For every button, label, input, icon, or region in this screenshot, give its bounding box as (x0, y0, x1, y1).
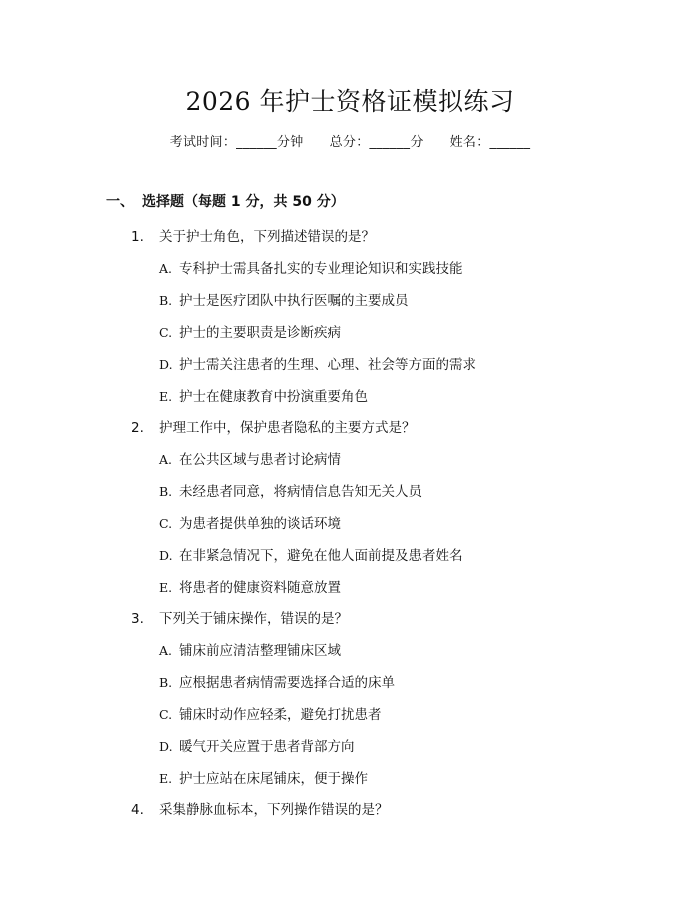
option-3a (159, 639, 341, 659)
option-3e (159, 767, 368, 787)
option-text: 应根据患者病情需要选择合适的床单 (179, 675, 395, 691)
score-label: 总分： (329, 135, 370, 150)
option-text: 将患者的健康资料随意放置 (179, 580, 341, 596)
question-number: 4. (131, 802, 144, 818)
option-2e (159, 576, 341, 596)
question-number: 3. (131, 611, 144, 627)
option-2b (159, 480, 422, 500)
option-letter: C. (159, 325, 173, 340)
option-1c (159, 321, 341, 341)
option-letter: B. (159, 675, 173, 690)
name-label: 姓名： (449, 135, 490, 150)
exam-meta (0, 131, 700, 150)
option-letter: C. (159, 707, 173, 722)
option-letter: A. (159, 452, 173, 467)
option-text: 护士是医疗团队中执行医嘱的主要成员 (179, 293, 409, 309)
question-2 (131, 416, 416, 436)
option-letter: B. (159, 484, 173, 499)
page-title: 2026 年护士资格证模拟练习 (185, 87, 515, 116)
option-1d (159, 353, 476, 373)
option-2d (159, 544, 463, 564)
option-1b (159, 289, 409, 309)
option-3b (159, 671, 395, 691)
option-letter: D. (159, 548, 173, 563)
option-text: 铺床时动作应轻柔，避免打扰患者 (179, 707, 382, 723)
option-2a (159, 448, 341, 468)
name-blank: ______ (489, 135, 531, 150)
question-4 (131, 798, 389, 818)
option-letter: A. (159, 643, 173, 658)
option-letter: E. (159, 771, 173, 786)
question-number: 2. (131, 420, 144, 436)
option-text: 未经患者同意，将病情信息告知无关人员 (179, 484, 422, 500)
option-letter: A. (159, 261, 173, 276)
option-text: 专科护士需具备扎实的专业理论知识和实践技能 (179, 261, 463, 277)
option-letter: C. (159, 516, 173, 531)
option-3d (159, 735, 355, 755)
section-title: 选择题（每题 1 分，共 50 分） (142, 194, 345, 210)
option-letter: B. (159, 293, 173, 308)
question-text: 护理工作中，保护患者隐私的主要方式是？ (159, 420, 416, 436)
section-number: 一、 (106, 194, 134, 210)
time-label: 考试时间： (169, 135, 237, 150)
option-text: 护士的主要职责是诊断疾病 (179, 325, 341, 341)
option-1e (159, 385, 368, 405)
option-letter: E. (159, 389, 173, 404)
question-text: 下列关于铺床操作，错误的是？ (159, 611, 348, 627)
question-1 (131, 225, 375, 245)
option-3c (159, 703, 382, 723)
option-text: 护士应站在床尾铺床，便于操作 (179, 771, 368, 787)
option-letter: D. (159, 357, 173, 372)
option-text: 为患者提供单独的谈话环境 (179, 516, 341, 532)
question-3 (131, 607, 348, 627)
score-unit: 分 (410, 135, 424, 150)
question-text: 采集静脉血标本，下列操作错误的是？ (159, 802, 389, 818)
question-number: 1. (131, 229, 144, 245)
option-1a (159, 257, 463, 277)
score-blank: ______ (369, 135, 411, 150)
question-text: 关于护士角色，下列描述错误的是？ (159, 229, 375, 245)
option-text: 护士需关注患者的生理、心理、社会等方面的需求 (179, 357, 476, 373)
option-text: 在公共区域与患者讨论病情 (179, 452, 341, 468)
option-2c (159, 512, 341, 532)
option-letter: D. (159, 739, 173, 754)
option-text: 暖气开关应置于患者背部方向 (179, 739, 355, 755)
option-text: 护士在健康教育中扮演重要角色 (179, 389, 368, 405)
option-text: 在非紧急情况下，避免在他人面前提及患者姓名 (179, 548, 463, 564)
option-text: 铺床前应清洁整理铺床区域 (179, 643, 341, 659)
section-heading (106, 191, 345, 211)
time-unit: 分钟 (276, 135, 304, 150)
time-blank: ______ (236, 135, 277, 150)
option-letter: E. (159, 580, 173, 595)
